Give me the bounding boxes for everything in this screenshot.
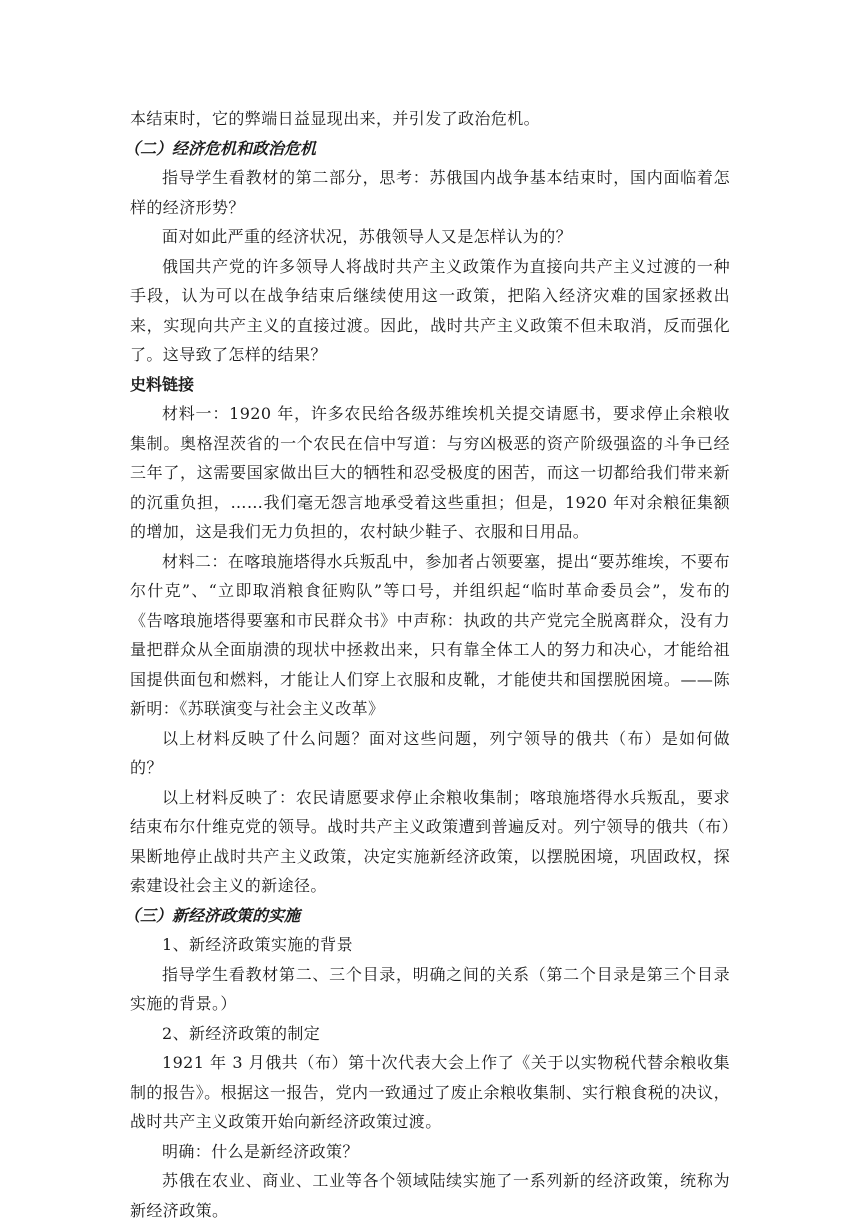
subheading-background: 1、新经济政策实施的背景 (162, 935, 353, 954)
paragraph-answer-1: 以上材料反映了：农民请愿要求停止余粮收集制；喀琅施塔得水兵叛乱，要求结束布尔什维克党的领导。战时共产主义政策遭到普遍反对。列宁领导的俄共（布）果断地停止战时共产主义政策，决定实施新经济政策，以摆脱困境，巩固政权，探索建设社会主义的新途径。 (130, 787, 730, 895)
material-one: 材料一：1920 年，许多农民给各级苏维埃机关提交请愿书，要求停止余粮收集制。奥格涅茨省的一个农民在信中写道：与穷凶极恶的资产阶级强盗的斗争已经三年了，这需要国家做出巨大的牺牲和忍受极度的困苦，而这一切都给我们带来新的沉重负担，……我们毫无怨言地承受着这些重担；但是，1920 年对余粮征集额的增加，这是我们无力负担的，农村缺少鞋子、衣服和日用品。 (130, 404, 730, 541)
paragraph-guide-2: 指导学生看教材第二、三个目录，明确之间的关系（第二个目录是第三个目录实施的背景。） (130, 964, 730, 1013)
section-heading-2: （二）经济危机和政治危机 (124, 138, 317, 158)
paragraph-explanation: 俄国共产党的许多领导人将战时共产主义政策作为直接向共产主义过渡的一种手段，认为可以在战争结束后继续使用这一政策，把陷入经济灾难的国家拯救出来，实现向共产主义的直接过渡。因此，战时共产主义政策不但未取消，反而强化了。这导致了怎样的结果？ (130, 256, 730, 364)
paragraph-continuation: 本结束时，它的弊端日益显现出来，并引发了政治危机。 (130, 109, 541, 128)
subheading-formulation: 2、新经济政策的制定 (162, 1023, 321, 1043)
paragraph-question-1: 面对如此严重的经济状况，苏俄领导人又是怎样认为的？ (162, 227, 573, 246)
material-two: 材料二：在喀琅施塔得水兵叛乱中，参加者占领要塞，提出“要苏维埃，不要布尔什克”、“立即取消粮食征购队”等口号，并组织起“临时革命委员会”，发布的《告喀琅施塔得要塞和市民群众书》中声称：执政的共产党完全脱离群众，没有力量把群众从全面崩溃的现状中拯救出来，只有靠全体工人的努力和决心，才能给祖国提供面包和燃料，才能让人们穿上衣服和皮靴，才能使共和国摆脱困境。——陈新明：《苏联演变与社会主义改革》 (130, 551, 730, 718)
paragraph-formulation: 1921 年 3 月俄共（布）第十次代表大会上作了《关于以实物税代替余粮收集制的报告》。根据这一报告，党内一致通过了废止余粮收集制、实行粮食税的决议，战时共产主义政策开始向新经济政策过渡。 (130, 1053, 730, 1131)
paragraph-answer-2: 苏俄在农业、商业、工业等各个领域陆续实施了一系列新的经济政策，统称为新经济政策。 (130, 1171, 730, 1220)
paragraph-guide-1: 指导学生看教材的第二部分，思考：苏俄国内战争基本结束时，国内面临着怎样的经济形势？ (130, 168, 730, 217)
section-heading-3: （三）新经济政策的实施 (124, 905, 301, 925)
paragraph-question-2: 以上材料反映了什么问题？面对这些问题，列宁领导的俄共（布）是如何做的？ (130, 728, 730, 777)
historical-materials-heading: 史料链接 (130, 374, 195, 394)
paragraph-question-3: 明确：什么是新经济政策？ (162, 1141, 359, 1161)
document-page (124, 104, 730, 1225)
